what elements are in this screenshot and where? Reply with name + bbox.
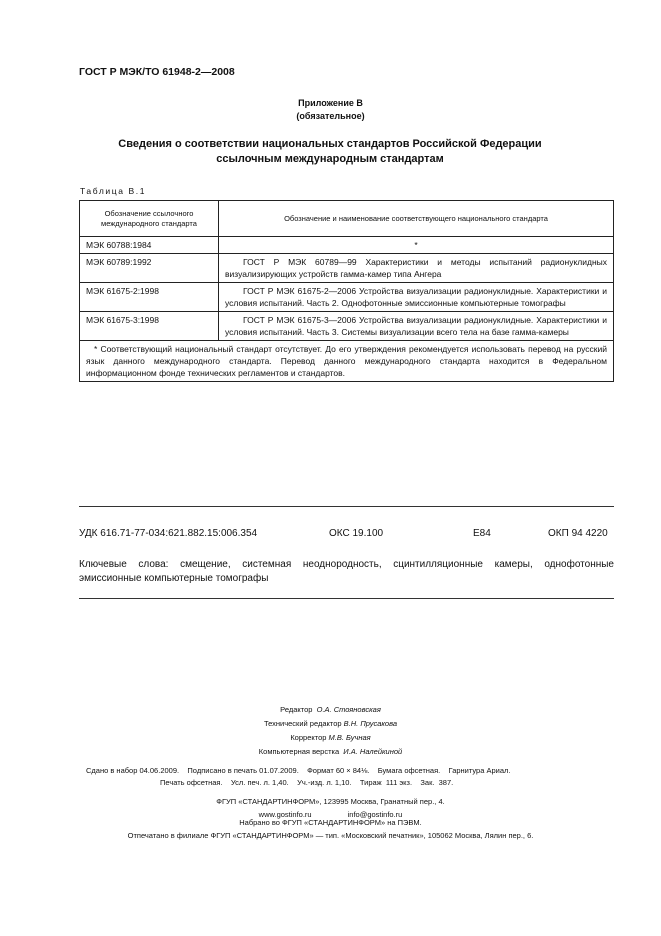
table-row (80, 283, 614, 312)
national-standard: * (219, 237, 614, 254)
ref-standard: МЭК 60789:1992 (80, 254, 219, 283)
imprint-line2: Печать офсетная. Усл. печ. л. 1,40. Уч.-изд. л. 1,10. Тираж 111 экз. Зак. 387. (160, 778, 454, 787)
oks-code: ОКС 19.100 (329, 528, 384, 539)
standards-table (79, 200, 614, 382)
annex-title: Приложение В (298, 98, 363, 108)
table-row (80, 237, 614, 254)
typeset-note: Набрано во ФГУП «СТАНДАРТИНФОРМ» на ПЭВМ. (239, 818, 422, 827)
ref-standard: МЭК 60788:1984 (80, 237, 219, 254)
ref-standard: МЭК 61675-3:1998 (80, 312, 219, 341)
national-standard: ГОСТ Р МЭК 61675-3—2006 Устройства визуализации радионуклидные. Характеристики и условия испытаний. Часть 3. Системы визуализации всего тела на базе гамма-камеры (219, 312, 614, 341)
printed-note: Отпечатано в филиале ФГУП «СТАНДАРТИНФОРМ» — тип. «Московский печатник», 105062 Москва, Лялин пер., 6. (127, 831, 534, 840)
credit-line: Редактор О.А. Стояновская (280, 705, 381, 714)
national-standard: ГОСТ Р МЭК 60789—99 Характеристики и методы испытаний радионуклидных визуализирующих устройств гамма-камер типа Ангера (219, 254, 614, 283)
table-row (80, 312, 614, 341)
table-row (80, 254, 614, 283)
divider-top (79, 506, 614, 507)
udk-code: УДК 616.71-77-034:621.882.15:006.354 (79, 528, 258, 539)
divider-bottom (79, 598, 614, 599)
national-standard: ГОСТ Р МЭК 61675-2—2006 Устройства визуализации радионуклидные. Характеристики и условия испытаний. Часть 2. Однофотонные эмиссионные компьютерные томографы (219, 283, 614, 312)
section-title-line1: Сведения о соответствии национальных стандартов Российской Федерации (118, 138, 542, 150)
credit-line: Корректор М.В. Бучная (290, 733, 371, 742)
col1-header: Обозначение ссылочного международного стандарта (80, 201, 219, 237)
publisher-address: ФГУП «СТАНДАРТИНФОРМ», 123995 Москва, Гранатный пер., 4. (216, 797, 445, 806)
imprint-line1: Сдано в набор 04.06.2009. Подписано в печать 01.07.2009. Формат 60 × 84⅛. Бумага офсетная. Гарнитура Ариал. (86, 766, 511, 775)
credit-line: Технический редактор В.Н. Прусакова (263, 719, 398, 728)
website-link: www.gostinfo.ru (258, 810, 312, 819)
okp-code: ОКП 94 4220 (548, 528, 608, 539)
table-label: Таблица В.1 (80, 186, 147, 196)
group-code: Е84 (473, 528, 491, 539)
email-link: info@gostinfo.ru (347, 810, 403, 819)
ref-standard: МЭК 61675-2:1998 (80, 283, 219, 312)
document-code: ГОСТ Р МЭК/ТО 61948-2—2008 (79, 66, 235, 78)
col2-header: Обозначение и наименование соответствующего национального стандарта (219, 201, 614, 237)
table-footnote: * Соответствующий национальный стандарт отсутствует. До его утверждения рекомендуется использовать перевод на русский язык данного международного стандарта. Перевод данного международного стандарта находится в Федеральном информационном фонде технических регламентов и стандартов. (80, 341, 614, 382)
section-title-line2: ссылочным международным стандартам (216, 153, 444, 165)
credit-line: Компьютерная верстка И.А. Налейкиной (258, 747, 403, 756)
annex-status: (обязательное) (296, 111, 365, 121)
keywords: Ключевые слова: смещение, системная неоднородность, сцинтилляционные камеры, однофотонные эмиссионные компьютерные томографы (79, 559, 614, 584)
table-footnote-row (80, 341, 614, 382)
table-header-row (80, 201, 614, 237)
